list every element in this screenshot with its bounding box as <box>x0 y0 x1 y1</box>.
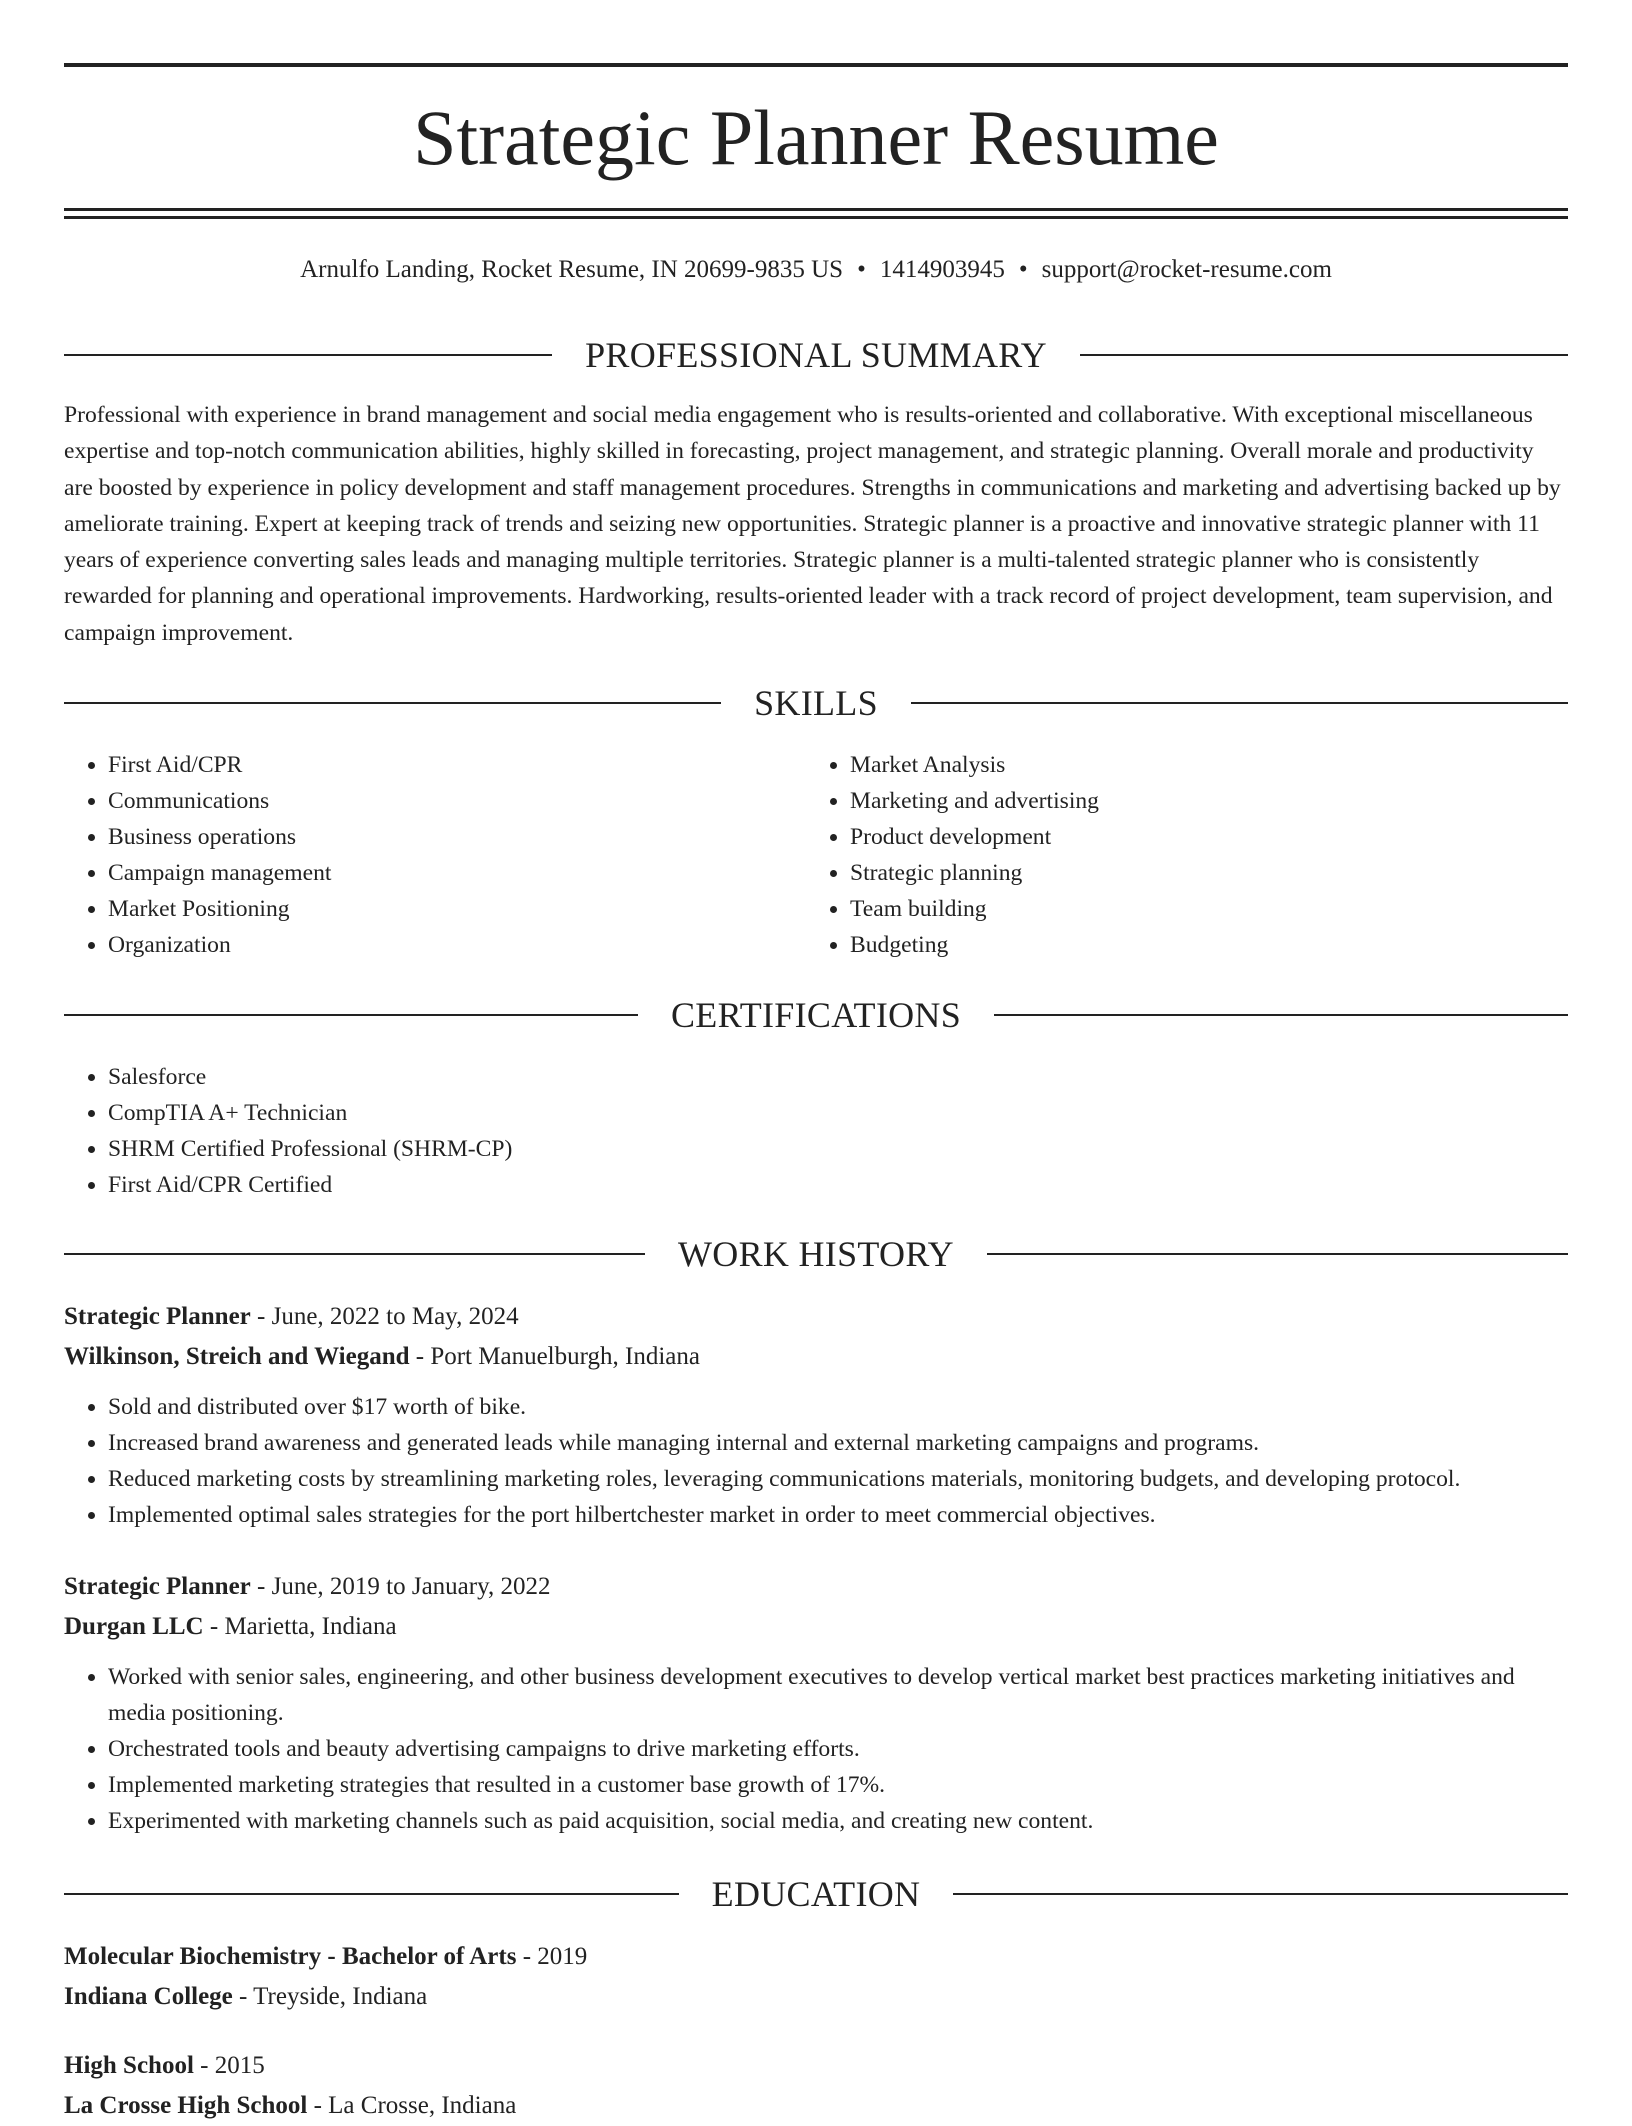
skill-item: • Budgeting <box>850 927 1526 963</box>
education-degree: Molecular Biochemistry - Bachelor of Arts <box>64 1943 517 1970</box>
job-entry <box>64 1297 1568 1533</box>
education-degree-line <box>64 1937 1568 1977</box>
education-year: - 2015 <box>193 2052 265 2079</box>
job-bullet: • Implemented optimal sales strategies for the port hilbertchester market in order to meet commercial objectives. <box>108 1497 1568 1533</box>
contact-separator: • <box>857 256 866 283</box>
skill-item: • Market Positioning <box>108 891 784 927</box>
education-heading <box>64 1872 1568 1916</box>
certification-item: • Salesforce <box>108 1059 1568 1095</box>
skills-left-column <box>64 747 784 963</box>
job-entry <box>64 1567 1568 1839</box>
divider-line <box>64 1893 679 1895</box>
education-school-line <box>64 2086 1568 2126</box>
resume-title: Strategic Planner Resume <box>413 94 1219 181</box>
skill-item: • Market Analysis <box>850 747 1526 783</box>
divider-line <box>911 702 1568 704</box>
job-role-line <box>64 1297 1568 1337</box>
job-bullet: • Reduced marketing costs by streamlining marketing roles, leveraging communications materials, monitoring budgets, and developing protocol. <box>108 1461 1568 1497</box>
certification-item: • First Aid/CPR Certified <box>108 1167 1568 1203</box>
job-org-line <box>64 1337 1568 1377</box>
job-bullet: • Sold and distributed over $17 worth of bike. <box>108 1389 1568 1425</box>
skill-item: • First Aid/CPR <box>108 747 784 783</box>
job-dates: - June, 2022 to May, 2024 <box>250 1303 519 1330</box>
skill-item: • Communications <box>108 783 784 819</box>
divider-line <box>64 702 721 704</box>
certifications-title: CERTIFICATIONS <box>670 995 962 1035</box>
job-org-line <box>64 1607 1568 1647</box>
job-company: Durgan LLC <box>64 1613 204 1640</box>
contact-line <box>64 252 1568 288</box>
education-location: - La Crosse, Indiana <box>307 2092 517 2119</box>
education-entry <box>64 1937 1568 2017</box>
divider-line <box>953 1893 1568 1895</box>
divider-line <box>64 354 552 356</box>
divider-line <box>994 1014 1568 1016</box>
top-rule <box>64 63 1568 67</box>
job-bullet: • Orchestrated tools and beauty advertising campaigns to drive marketing efforts. <box>108 1731 1568 1767</box>
skills-title: SKILLS <box>754 683 878 723</box>
job-company: Wilkinson, Streich and Wiegand <box>64 1343 410 1370</box>
skill-item: • Marketing and advertising <box>850 783 1526 819</box>
contact-phone[interactable]: 1414903945 <box>879 256 1005 283</box>
divider-line <box>987 1253 1568 1255</box>
contact-email[interactable]: support@rocket-resume.com <box>1041 256 1332 283</box>
summary-heading <box>64 333 1568 377</box>
skills-heading <box>64 681 1568 725</box>
job-title: Strategic Planner <box>64 1303 251 1330</box>
education-degree-line <box>64 2046 1568 2086</box>
skill-item: • Business operations <box>108 819 784 855</box>
job-bullet: • Increased brand awareness and generated leads while managing internal and external marketing campaigns and programs. <box>108 1425 1568 1461</box>
job-role-line <box>64 1567 1568 1607</box>
job-bullet: • Experimented with marketing channels such as paid acquisition, social media, and creating new content. <box>108 1803 1568 1839</box>
skill-item: • Strategic planning <box>850 855 1526 891</box>
skill-item: • Product development <box>850 819 1526 855</box>
skill-item: • Team building <box>850 891 1526 927</box>
divider-line <box>64 1014 638 1016</box>
work-history-heading <box>64 1232 1568 1276</box>
certifications-list-wrap <box>64 1059 1568 1203</box>
education-year: - 2019 <box>516 1943 588 1970</box>
job-location: - Port Manuelburgh, Indiana <box>409 1343 700 1370</box>
education-school-line <box>64 1977 1568 2017</box>
summary-title: PROFESSIONAL SUMMARY <box>585 335 1047 375</box>
skill-item: • Organization <box>108 927 784 963</box>
education-degree: High School <box>64 2052 194 2079</box>
job-bullets <box>64 1659 1568 1839</box>
job-bullets <box>64 1389 1568 1533</box>
job-location: - Marietta, Indiana <box>203 1613 397 1640</box>
job-dates: - June, 2019 to January, 2022 <box>250 1573 551 1600</box>
skills-left-list <box>64 747 784 963</box>
title-double-rule <box>64 208 1568 219</box>
divider-line <box>64 1253 645 1255</box>
certifications-list <box>64 1059 1568 1203</box>
certification-item: • CompTIA A+ Technician <box>108 1095 1568 1131</box>
contact-separator: • <box>1018 256 1028 283</box>
education-school: Indiana College <box>64 1983 233 2010</box>
summary-text: Professional with experience in brand management and social media engagement who is results-oriented and collaborative. With exceptional miscellaneous expertise and top-notch communication abilities, highly skilled in forecasting, project management, and strategic planning. Overall morale and productivity are boosted by experience in policy development and staff management procedures. Strengths in communications and marketing and advertising backed up by ameliorate training. Expert at keeping track of trends and seizing new opportunities. Strategic planner is a proactive and innovative strategic planner with 11 years of experience converting sales leads and managing multiple territories. Strategic planner is a multi-talented strategic planner who is consistently rewarded for planning and operational improvements. Hardworking, results-oriented leader with a track record of project development, team supervision, and campaign improvement. <box>64 402 1561 646</box>
education-location: - Treyside, Indiana <box>232 1983 428 2010</box>
certification-item: • SHRM Certified Professional (SHRM-CP) <box>108 1131 1568 1167</box>
skills-right-column <box>806 747 1526 963</box>
job-bullet: • Implemented marketing strategies that resulted in a customer base growth of 17%. <box>108 1767 1568 1803</box>
skills-right-list <box>806 747 1526 963</box>
education-school: La Crosse High School <box>64 2092 308 2119</box>
education-entry <box>64 2046 1568 2126</box>
skill-item: • Campaign management <box>108 855 784 891</box>
education-title: EDUCATION <box>711 1874 921 1914</box>
job-bullet: • Worked with senior sales, engineering, and other business development executives to develop vertical market best practices marketing initiatives and media positioning. <box>108 1659 1568 1731</box>
job-title: Strategic Planner <box>64 1573 251 1600</box>
contact-address: Arnulfo Landing, Rocket Resume, IN 20699-9835 US <box>300 256 844 283</box>
divider-line <box>1080 354 1568 356</box>
certifications-heading <box>64 993 1568 1037</box>
work-history-title: WORK HISTORY <box>678 1234 954 1274</box>
